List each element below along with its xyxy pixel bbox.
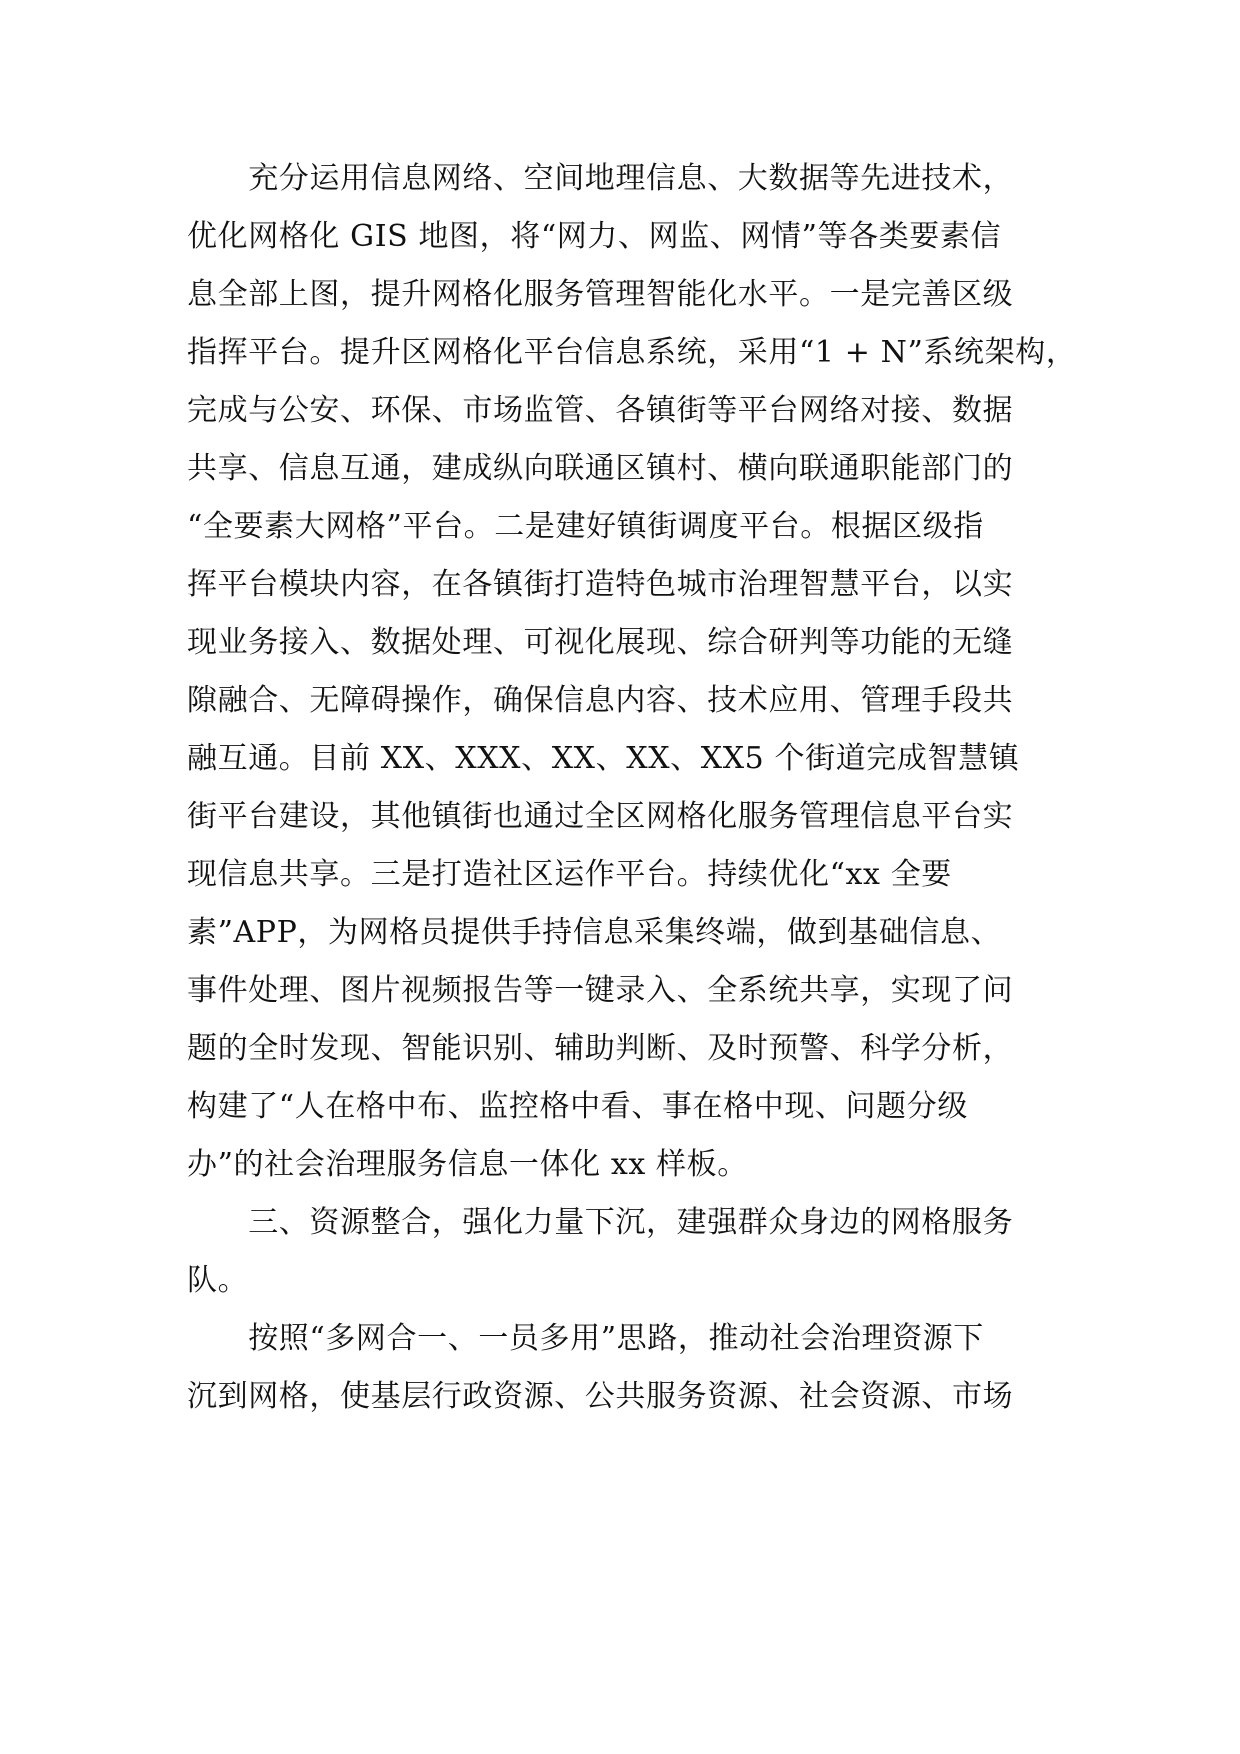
text-line: 共享、信息互通，建成纵向联通区镇村、横向联通职能部门的: [187, 451, 1014, 486]
text-line: 挥平台模块内容，在各镇街打造特色城市治理智慧平台，以实: [187, 567, 1014, 602]
text-line: 沉到网格，使基层行政资源、公共服务资源、社会资源、市场: [187, 1379, 1014, 1414]
text-line: 隙融合、无障碍操作，确保信息内容、技术应用、管理手段共: [187, 683, 1014, 718]
text-line: 息全部上图，提升网格化服务管理智能化水平。一是完善区级: [187, 277, 1014, 312]
text-line: 事件处理、图片视频报告等一键录入、全系统共享，实现了问: [187, 973, 1014, 1008]
text-line: 现信息共享。三是打造社区运作平台。持续优化“xx 全要: [187, 857, 952, 892]
text-line: 完成与公安、环保、市场监管、各镇街等平台网络对接、数据: [187, 393, 1014, 428]
text-line: 融互通。目前 XX、XXX、XX、XX、XX5 个街道完成智慧镇: [187, 741, 1020, 776]
section-heading: 队。: [187, 1263, 249, 1298]
text-line: 充分运用信息网络、空间地理信息、大数据等先进技术，: [187, 161, 1014, 196]
text-line: 题的全时发现、智能识别、辅助判断、及时预警、科学分析，: [187, 1031, 1014, 1066]
section-heading: 三、资源整合，强化力量下沉，建强群众身边的网格服务: [187, 1205, 1014, 1240]
text-line: 素”APP，为网格员提供手持信息采集终端，做到基础信息、: [187, 915, 1002, 950]
text-line: 构建了“人在格中布、监控格中看、事在格中现、问题分级: [187, 1089, 968, 1124]
text-line: 按照“多网合一、一员多用”思路，推动社会治理资源下: [187, 1321, 984, 1356]
text-line: 优化网格化 GIS 地图，将“网力、网监、网情”等各类要素信: [187, 219, 1002, 254]
text-line: 现业务接入、数据处理、可视化展现、综合研判等功能的无缝: [187, 625, 1014, 660]
text-line: 指挥平台。提升区网格化平台信息系统，采用“1 + N”系统架构，: [187, 335, 1077, 370]
text-line: “全要素大网格”平台。二是建好镇街调度平台。根据区级指: [187, 509, 984, 544]
text-line: 办”的社会治理服务信息一体化 xx 样板。: [187, 1147, 748, 1182]
text-line: 街平台建设，其他镇街也通过全区网格化服务管理信息平台实: [187, 799, 1014, 834]
